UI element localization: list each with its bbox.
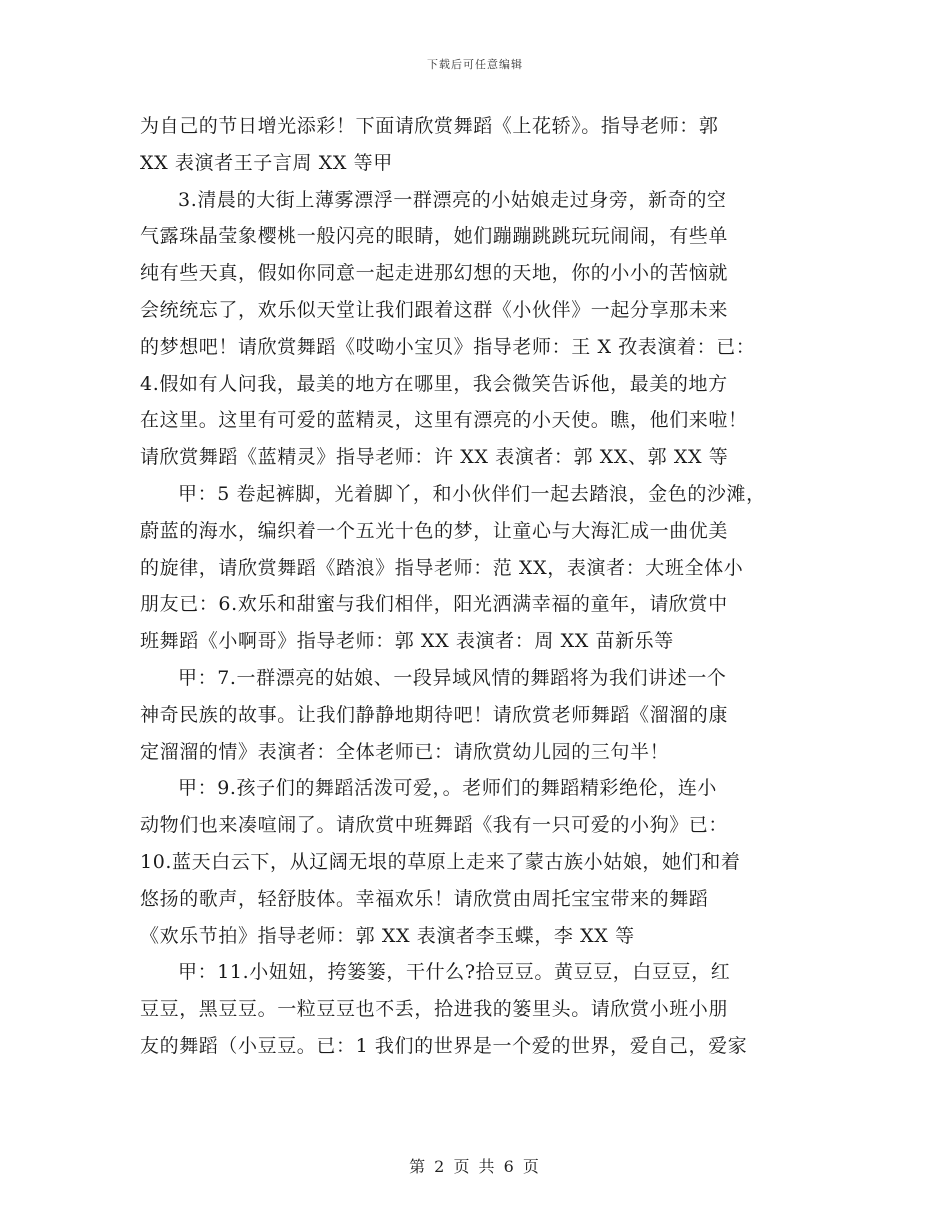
text-line: 纯有些天真，假如你同意一起走进那幻想的天地，你的小小的苦恼就 <box>140 262 729 285</box>
text-line: 蔚蓝的海水，编织着一个五光十色的梦，让童心与大海汇成一曲优美 <box>140 519 729 542</box>
page-header: 下载后可任意编辑 <box>427 58 523 71</box>
text-line: 10.蓝天白云下，从辽阔无垠的草原上走来了蒙古族小姑娘，她们和着 <box>140 850 741 873</box>
text-line: 动物们也来凑喧闹了。请欣赏中班舞蹈《我有一只可爱的小狗》已： <box>140 814 729 837</box>
text-line: XX 表演者王子言周 XX 等甲 <box>140 151 393 174</box>
text-line: 豆豆，黑豆豆。一粒豆豆也不丢，拾进我的篓里头。请欣赏小班小朋 <box>140 998 729 1021</box>
text-line: 会统统忘了，欢乐似天堂让我们跟着这群《小伙伴》一起分享那未来 <box>140 298 729 321</box>
text-line: 定溜溜的情》表演者：全体老师已：请欣赏幼儿园的三句半！ <box>140 740 670 763</box>
text-line: 气露珠晶莹象樱桃一般闪亮的眼睛，她们蹦蹦跳跳玩玩闹闹，有些单 <box>140 225 729 248</box>
text-line: 甲：11.小妞妞，挎篓篓，干什么?拾豆豆。黄豆豆，白豆豆，红 <box>178 961 731 984</box>
text-line: 甲：9.孩子们的舞蹈活泼可爱，。老师们的舞蹈精彩绝伦，连小 <box>178 777 718 800</box>
text-line: 的旋律，请欣赏舞蹈《踏浪》指导老师：范 XX，表演者：大班全体小 <box>140 556 744 579</box>
text-line: 在这里。这里有可爱的蓝精灵，这里有漂亮的小天使。瞧，他们来啦！ <box>140 409 748 432</box>
text-line: 悠扬的歌声，轻舒肢体。幸福欢乐！请欣赏由周托宝宝带来的舞蹈 <box>140 887 709 910</box>
text-line: 为自己的节日增光添彩！下面请欣赏舞蹈《上花轿》。指导老师：郭 <box>140 115 719 137</box>
text-line: 的梦想吧！请欣赏舞蹈《哎呦小宝贝》指导老师：王 X 孜表演着：已： <box>140 335 756 358</box>
text-line: 请欣赏舞蹈《蓝精灵》指导老师：许 XX 表演者：郭 XX、郭 XX 等 <box>140 446 729 469</box>
text-line: 甲：5 卷起裤脚，光着脚丫，和小伙伴们一起去踏浪，金色的沙滩， <box>178 482 766 505</box>
text-line: 《欢乐节拍》指导老师：郭 XX 表演者李玉蝶，李 XX 等 <box>140 924 635 947</box>
page-footer: 第 2 页 共 6 页 <box>409 1157 541 1176</box>
text-line: 3.清晨的大街上薄雾漂浮一群漂亮的小姑娘走过身旁，新奇的空 <box>178 188 727 211</box>
text-line: 班舞蹈《小啊哥》指导老师：郭 XX 表演者：周 XX 苗新乐等 <box>140 630 674 653</box>
text-line: 友的舞蹈（小豆豆。已：1 我们的世界是一个爱的世界，爱自己，爱家 <box>140 1034 748 1057</box>
text-line: 朋友已：6.欢乐和甜蜜与我们相伴，阳光洒满幸福的童年，请欣赏中 <box>140 593 728 616</box>
text-line: 神奇民族的故事。让我们静静地期待吧！请欣赏老师舞蹈《溜溜的康 <box>140 703 729 726</box>
text-line: 甲：7.一群漂亮的姑娘、一段异域风情的舞蹈将为我们讲述一个 <box>178 666 727 689</box>
text-line: 4.假如有人问我，最美的地方在哪里，我会微笑告诉他，最美的地方 <box>140 372 728 395</box>
document-body <box>140 108 830 1065</box>
